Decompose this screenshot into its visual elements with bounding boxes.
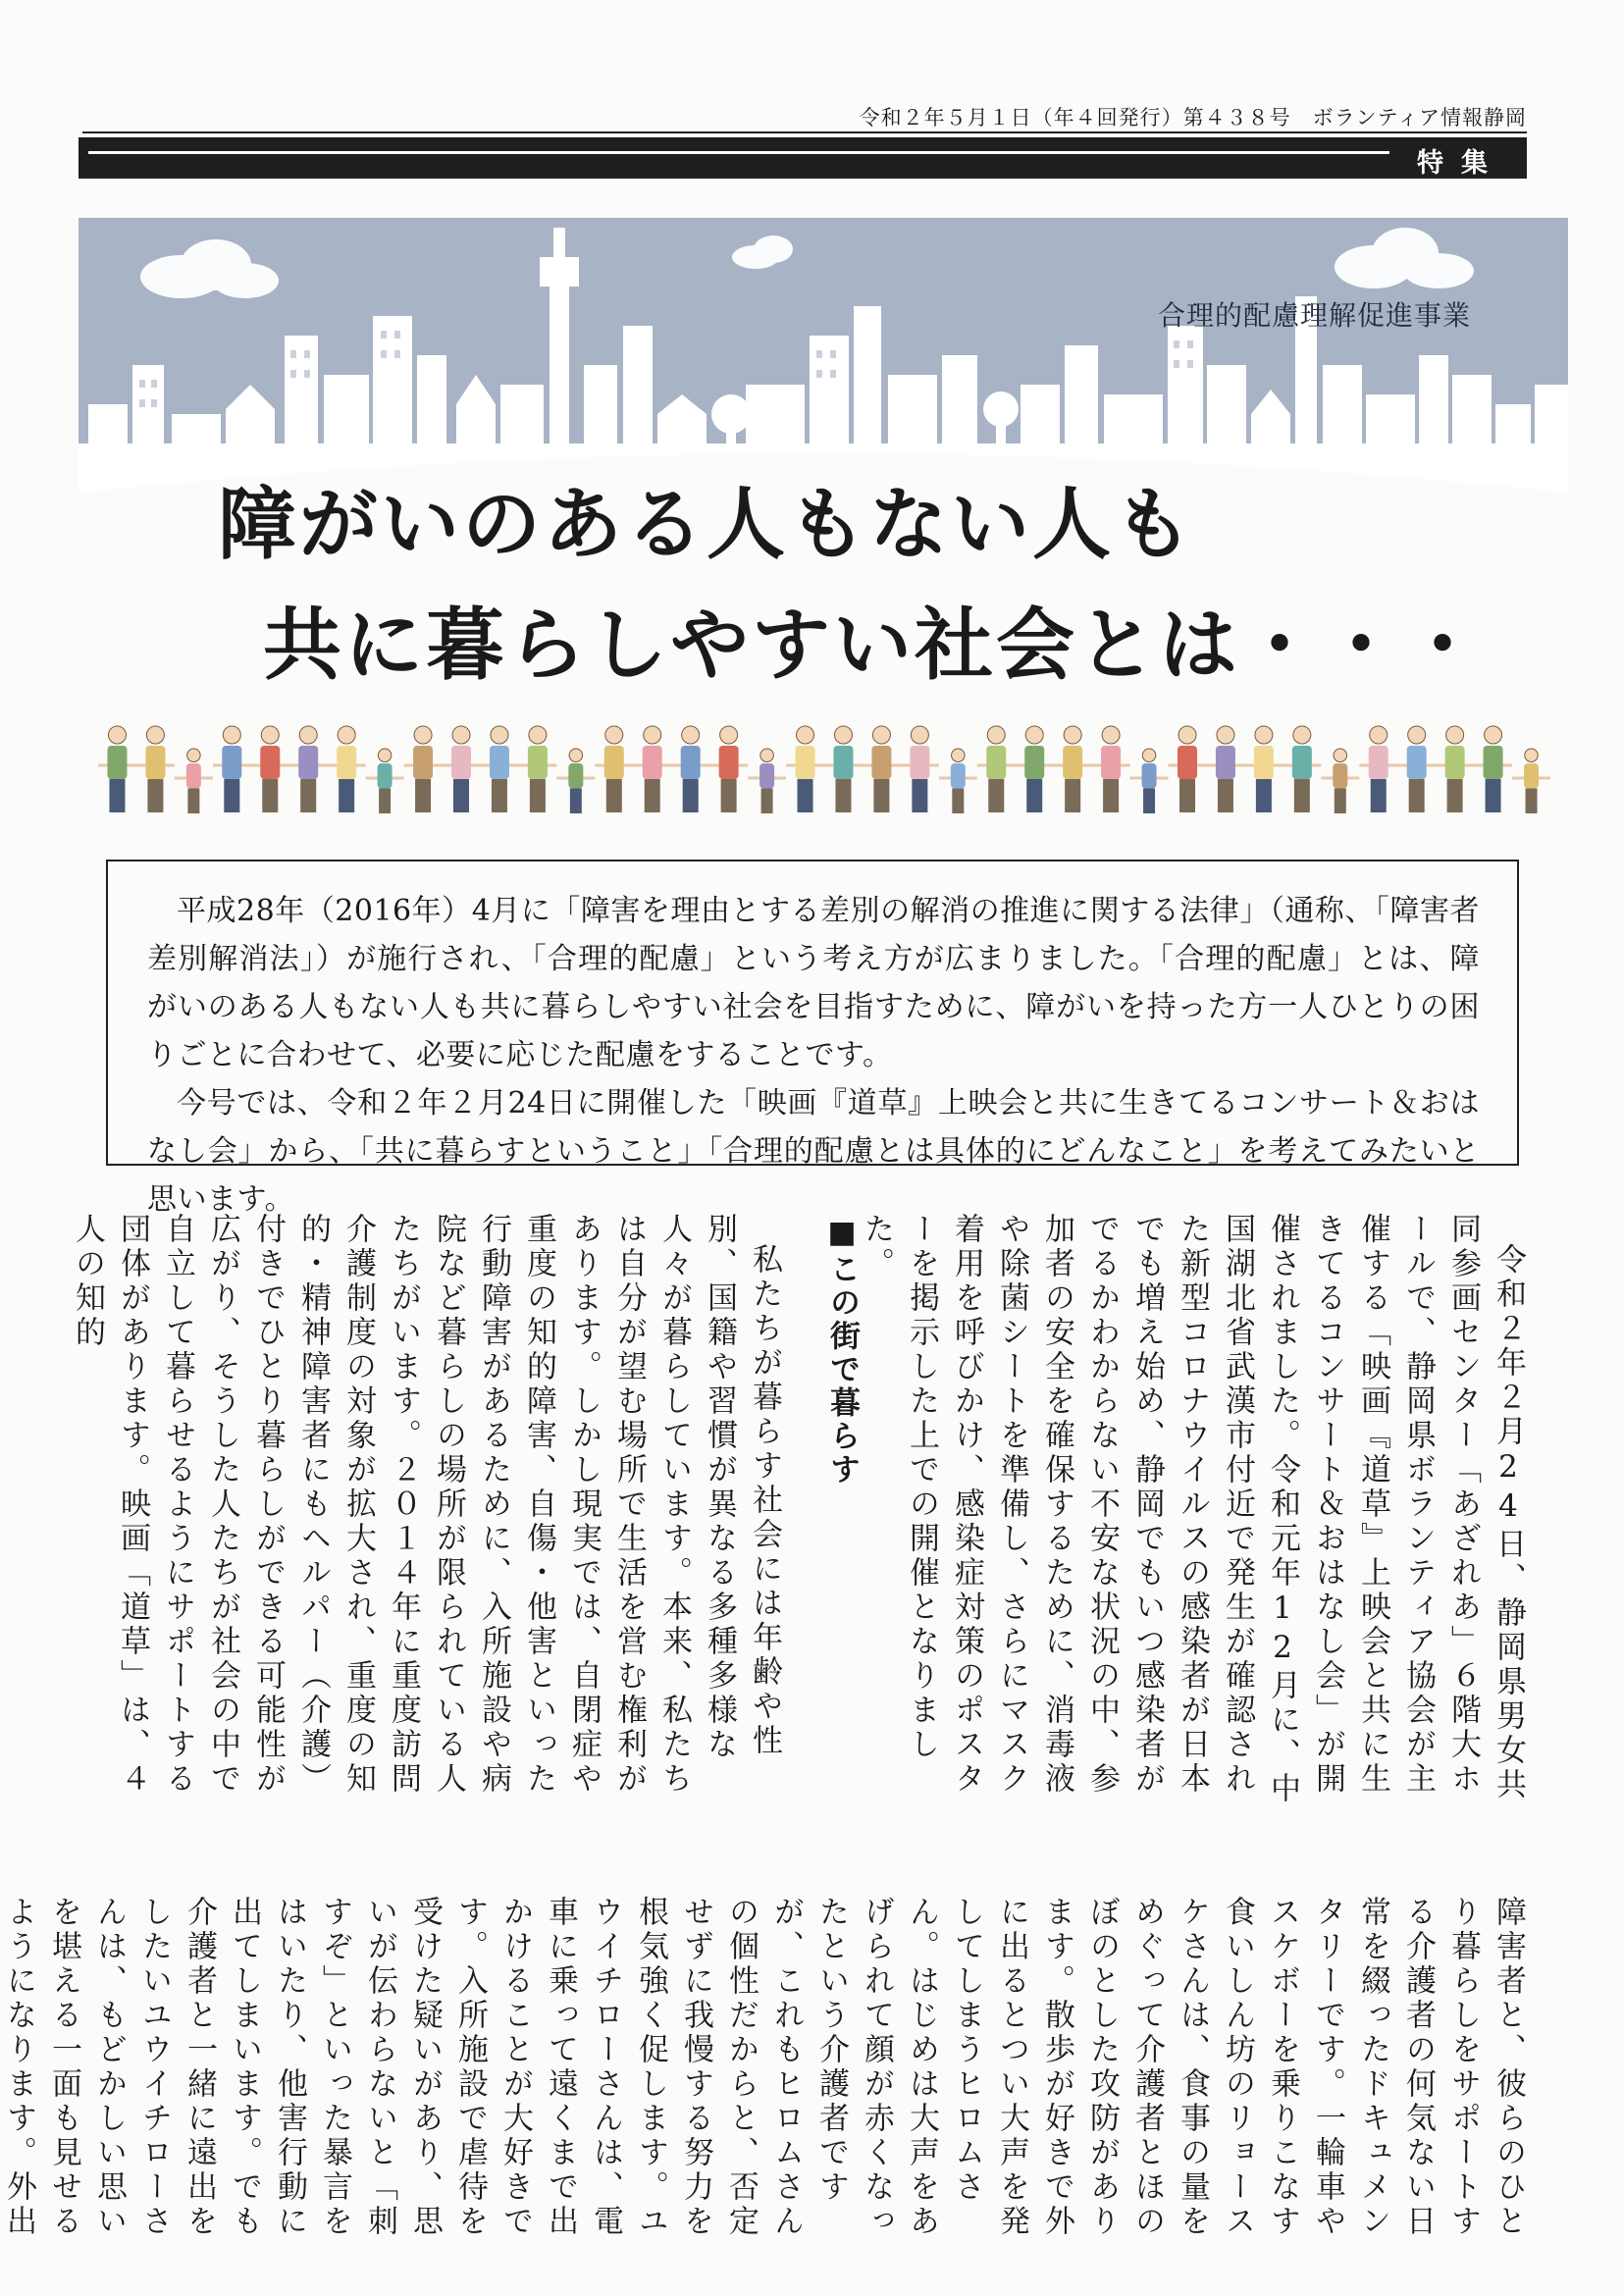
person-figure (289, 726, 328, 812)
person-figure (251, 726, 289, 812)
section-heading: ■この街で暮らす (824, 1215, 860, 1487)
people-holding-hands-illustration (98, 712, 1550, 816)
person-figure (366, 749, 404, 813)
person-figure (136, 726, 175, 812)
person-figure (213, 726, 251, 812)
person-figure (595, 726, 633, 812)
banner-subtitle: 合理的配慮理解促進事業 (1158, 299, 1472, 332)
issue-line: 令和２年５月１日（年４回発行）第４３８号 ボランティア情報静岡 (859, 106, 1527, 130)
intro-box (106, 860, 1519, 1217)
person-figure (1436, 726, 1474, 812)
article-column-upper-right (854, 1213, 1531, 1825)
section-bar (79, 137, 1527, 179)
person-figure (863, 726, 901, 812)
person-figure (1244, 726, 1283, 812)
header-rule (82, 131, 1527, 133)
article-paragraph: 障害者と、彼らのひとり暮らしをサポートする介護者の何気ない日常を綴ったドキュメンタリーです。一輪車やスケボーを乗りこなす食いしん坊のリョースケさんは、食事の量をめぐって介護者とほのぼのとした攻防があります。散歩が好きで外に出るとつい大声を発してしまうヒロムさん。はじめは大声をあげられて顔が赤くなったという介護者ですが、これもヒロムさんの個性だからと、否定せずに我慢する努力を根気強く促します。ユウイチローさんは、電車に乗って遠くまで出かけることが大好きです。入所施設で虐待を受けた疑いがあり、思いが伝わらないと「刺すぞ」といった暴言をはいたり、他害行動に出てしまいます。でも介護者と一緒に遠出をしたいユウイチローさんは、もどかしい思いを堪える一面も見せるようになります。外出 (1, 1896, 1526, 2239)
person-figure (328, 726, 366, 812)
section-label: 特集 (1417, 148, 1505, 179)
person-figure (1130, 749, 1169, 813)
person-figure (709, 726, 748, 812)
person-figure (901, 726, 939, 812)
person-figure (671, 726, 709, 812)
person-figure (1512, 749, 1550, 813)
person-figure (175, 749, 213, 813)
article-column-upper-left (65, 1213, 787, 1825)
article-paragraph: 私たちが暮らす社会には年齢や性別、国籍や習慣が異なる多種多様な人々が暮らしています。本来、私たちは自分が望む場所で生活を営む権利があります。しかし現実では、自閉症や重度の知的障害、自傷・他害といった行動障害があるために、入所施設や病院など暮らしの場所が限られている人たちがいます。２０１４年に重度訪問介護制度の対象が拡大され、重度の知的・精神障害者にもヘルパー（介護）付きでひとり暮らしができる可能性が広がり、そうした人たちが社会の中で自立して暮らせるようにサポートする団体があります。映画「道草」は、４人の知的 (70, 1213, 782, 1797)
person-figure (443, 726, 481, 812)
person-figure (1092, 726, 1130, 812)
person-figure (1359, 726, 1397, 812)
title-line-1: 障がいのある人もない人も (218, 479, 1195, 570)
person-figure (556, 749, 595, 813)
person-figure (1016, 726, 1054, 812)
person-figure (1397, 726, 1436, 812)
person-figure (786, 726, 824, 812)
person-figure (518, 726, 556, 812)
section-bar-line (88, 151, 1389, 154)
footer-mark (538, 2265, 550, 2281)
person-figure (1283, 726, 1321, 812)
person-figure (939, 749, 977, 813)
person-figure (1321, 749, 1359, 813)
person-figure (1169, 726, 1207, 812)
person-figure (824, 726, 863, 812)
person-figure (480, 726, 518, 812)
person-figure (1206, 726, 1244, 812)
person-figure (404, 726, 443, 812)
intro-paragraph-1: 平成28年（2016年）4月に「障害を理由とする差別の解消の推進に関する法律」（通称、「障害者差別解消法」）が施行され、「合理的配慮」という考え方が広まりました。「合理的配慮」とは、障がいのある人もない人も共に暮らしやすい社会を目指すために、障がいを持った方一人ひとりの困りごとに合わせて、必要に応じた配慮をすることです。 (147, 894, 1480, 1072)
article-column-lower (0, 1896, 1531, 2261)
person-figure (748, 749, 786, 813)
person-figure (1054, 726, 1092, 812)
title-line-2: 共に暮らしやすい社会とは・・・ (263, 600, 1485, 691)
person-figure (98, 726, 136, 812)
person-figure (633, 726, 671, 812)
article-paragraph: 令和２年２月24日、静岡県男女共同参画センター「あざれあ」６階大ホールで、静岡県ボランティア協会が主催する「映画『道草』上映会と共に生きてるコンサート＆おはなし会」が開催されました。令和元年12月に、中国湖北省武漢市付近で発生が確認された新型コロナウイルスの感染者が日本でも増え始め、静岡でもいつ感染者がでるかわからない不安な状況の中、参加者の安全を確保するために、消毒液や除菌シートを準備し、さらにマスク着用を呼びかけ、感染症対策のポスターを掲示した上での開催となりました。 (859, 1213, 1526, 1806)
intro-paragraph-2: 今号では、令和２年２月24日に開催した「映画『道草』上映会と共に生きてるコンサート＆おはなし会」から、「共に暮らすということ」「合理的配慮とは具体的にどんなこと」を考えてみたいと思います。 (147, 1086, 1480, 1217)
person-figure (1474, 726, 1512, 812)
person-figure (977, 726, 1016, 812)
